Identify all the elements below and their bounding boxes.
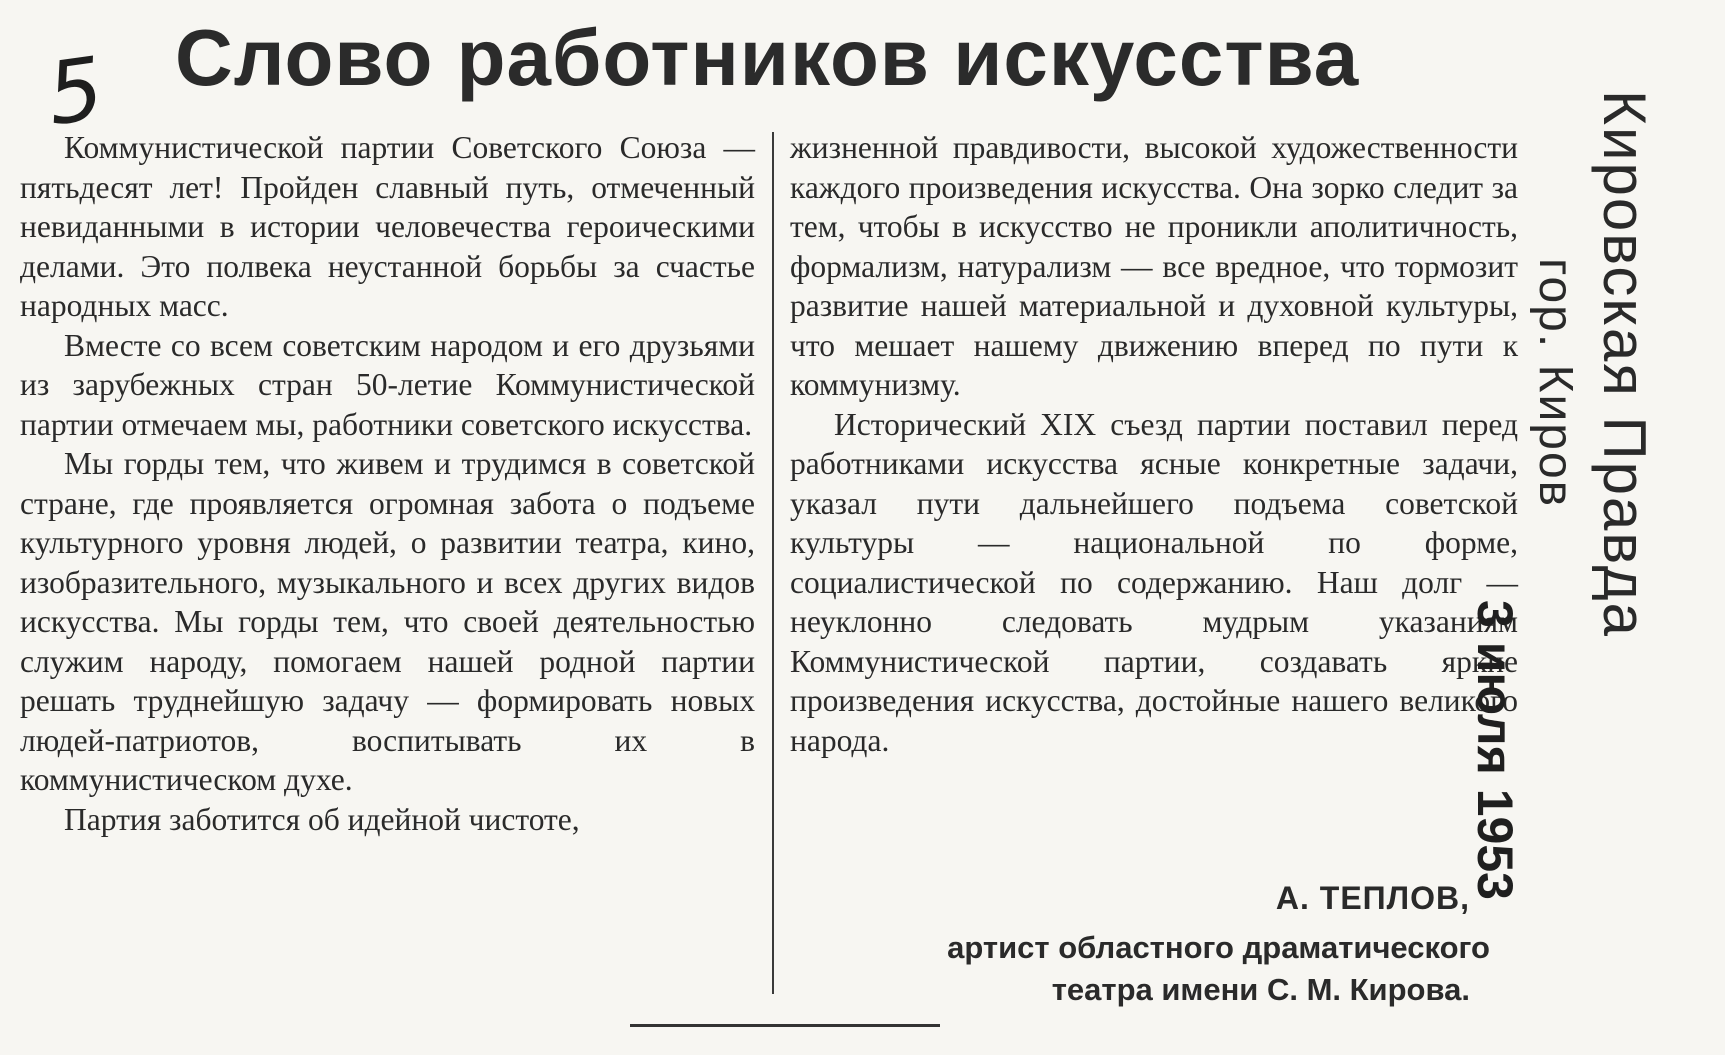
column-divider	[772, 132, 774, 994]
paragraph: жизненной правдивости, высокой художественности каждого произведения искусства. Она зорко следит за тем, чтобы в искусство не проникли аполитичность, формализм, натурализм — все вредное, что тормозит развитие нашей материальной и духовной культуры, что мешает нашему движению вперед по пути к коммунизму.	[790, 130, 1518, 402]
paragraph: Вместе со всем советским народом и его друзьями из зарубежных стран 50-летие Коммунистической партии отмечаем мы, работники советского искусства.	[20, 327, 755, 442]
handwritten-number: 5	[41, 38, 110, 146]
stamp-date: 3 июля 1953	[1467, 600, 1523, 900]
paragraph: Партия заботится об идейной чистоте,	[64, 801, 580, 837]
right-column	[790, 128, 1518, 760]
author-title	[790, 927, 1490, 1011]
article-headline: Слово работников искусства	[175, 13, 1360, 102]
author-title-line1: артист областного драматического	[947, 930, 1490, 965]
author-signature	[790, 880, 1490, 1011]
paragraph: Исторический XIX съезд партии поставил перед работниками искусства ясные конкретные задачи, указал пути дальнейшего подъема советской культуры — национальной по форме, социалистической по содержанию. Наш долг — неуклонно следовать мудрым указаниям Коммунистической партии, создавать яркие произведения искусства, достойные нашего великого народа.	[790, 406, 1518, 758]
stamp-city: гор. Киров	[1529, 258, 1582, 509]
author-name: А. ТЕПЛОВ,	[1275, 880, 1470, 916]
author-title-line2: театра имени С. М. Кирова.	[1051, 972, 1470, 1007]
paragraph: Коммунистической партии Советского Союза — пятьдесят лет! Пройден славный путь, отмеченный невиданными в истории человечества героическими делами. Это полвека неустанной борьбы за счастье народных масс.	[20, 130, 755, 323]
left-column	[20, 128, 755, 839]
paragraph: Мы горды тем, что живем и трудимся в советской стране, где проявляется огромная забота о подъеме культурного уровня людей, о развитии театра, кино, изобразительного, музыкального и всех других видов искусства. Мы горды тем, что своей деятельностью служим народу, помогаем нашей родной партии решать труднейшую задачу — формировать новых людей-патриотов, воспитывать их в коммунистическом духе.	[20, 446, 755, 797]
bottom-rule	[630, 1024, 940, 1027]
stamp-newspaper-name: Кировская Правда	[1591, 90, 1658, 638]
